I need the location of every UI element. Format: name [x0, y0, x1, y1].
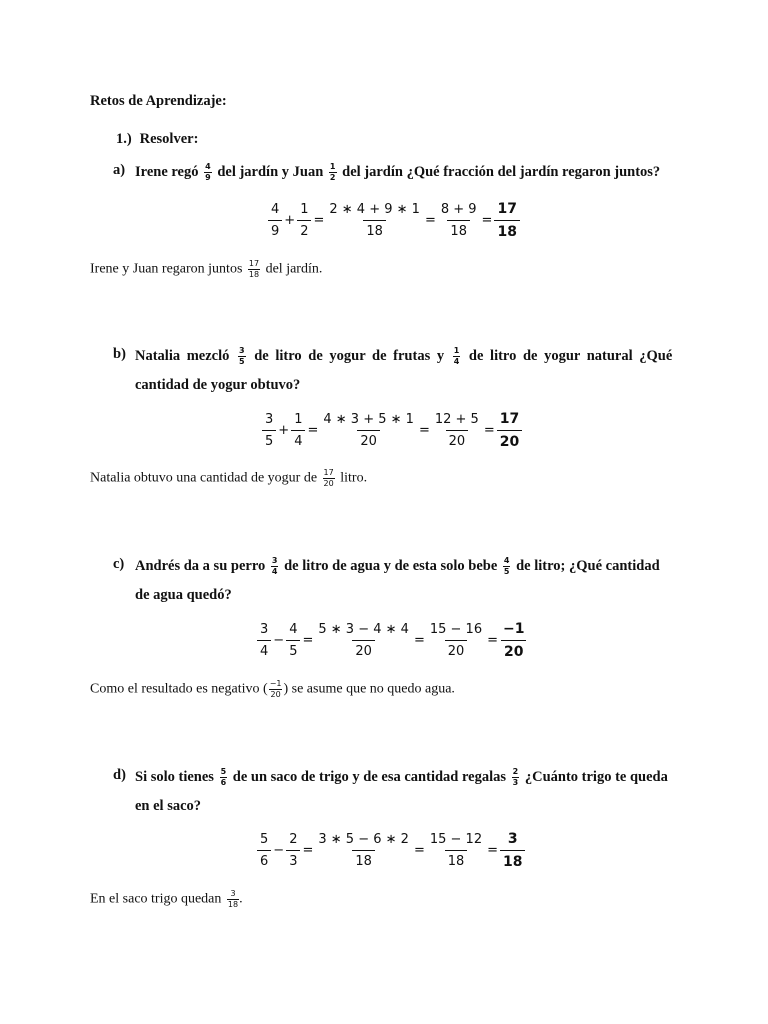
fraction-result [500, 622, 527, 659]
numerator: 2 ∗ 4 + 9 ∗ 1 [329, 202, 420, 217]
operator: − [273, 633, 285, 648]
denominator: 2 [297, 220, 311, 238]
denominator: 20 [270, 690, 281, 699]
problem-b-equation [262, 412, 522, 449]
denominator: 4 [291, 430, 305, 448]
denominator: 4 [453, 357, 460, 366]
operator: + [278, 423, 290, 438]
answer-text: Natalia obtuvo una cantidad de yogur de [90, 470, 318, 486]
inline-fraction [220, 768, 228, 787]
question-text: de litro de yogur de frutas y [254, 347, 445, 364]
denominator: 9 [268, 220, 282, 238]
question-text: del jardín ¿Qué fracción del jardín regaron juntos? [342, 163, 661, 180]
denominator: 20 [497, 430, 522, 449]
numerator: 17 [248, 259, 260, 268]
inline-fraction [323, 469, 335, 488]
question-text: de litro de agua y de esta solo bebe [284, 557, 498, 574]
denominator: 18 [500, 850, 525, 869]
numerator: 3 ∗ 5 − 6 ∗ 2 [318, 832, 409, 847]
equals-sign: = [424, 213, 436, 228]
problem-letter: a) [113, 162, 126, 178]
denominator: 5 [239, 357, 245, 366]
question-line [135, 557, 660, 576]
fraction-b [297, 203, 311, 238]
fraction-step1 [326, 203, 423, 238]
question-line [135, 163, 660, 182]
denominator: 3 [286, 850, 300, 868]
question-line [135, 768, 668, 787]
numerator: 5 [260, 832, 269, 847]
fraction-step1 [315, 833, 412, 868]
denominator: 18 [447, 220, 470, 238]
numerator: 2 [512, 767, 519, 776]
numerator: 12 + 5 [434, 412, 479, 427]
fraction-result [497, 412, 522, 449]
denominator: 18 [352, 850, 375, 868]
question-text: Natalia mezcló [135, 347, 230, 364]
denominator: 18 [248, 270, 260, 279]
fraction-step2 [432, 413, 482, 448]
problem-c-equation [257, 622, 527, 659]
question-text: ¿Cuánto trigo te queda [524, 768, 668, 785]
answer-text: ) se asume que no quedo agua. [283, 681, 455, 697]
question-text: Si solo tienes [135, 768, 214, 785]
numerator: 1 [329, 162, 336, 171]
question-text: de litro; ¿Qué cantidad [516, 557, 660, 574]
numerator: 3 [507, 831, 518, 847]
fraction-b [291, 413, 305, 448]
equals-sign: = [302, 843, 314, 858]
fraction-step1 [320, 413, 417, 448]
problem-a-answer [90, 260, 322, 279]
numerator: 8 + 9 [440, 202, 477, 217]
answer-text: Como el resultado es negativo ( [90, 681, 268, 697]
operator: − [273, 843, 285, 858]
equals-sign: = [481, 213, 493, 228]
fraction-step2 [427, 623, 485, 658]
equals-sign: = [307, 423, 319, 438]
document-title: Retos de Aprendizaje: [90, 93, 227, 109]
numerator: 3 [265, 412, 274, 427]
numerator: 3 [260, 622, 269, 637]
numerator: 3 [271, 556, 278, 565]
section-heading [116, 131, 198, 148]
answer-text: En el saco trigo quedan [90, 891, 222, 907]
denominator: 9 [205, 173, 211, 182]
inline-fraction [269, 680, 283, 699]
denominator: 18 [445, 850, 468, 868]
question-text: cantidad de yogur obtuvo? [135, 377, 301, 393]
fraction-step2 [427, 833, 485, 868]
inline-fraction [204, 163, 212, 182]
numerator: 5 [220, 767, 227, 776]
denominator: 18 [494, 220, 519, 239]
denominator: 2 [329, 173, 336, 182]
equals-sign: = [487, 843, 498, 858]
fraction-b [286, 833, 300, 868]
numerator: 4 [289, 622, 298, 637]
numerator: 4 [205, 162, 211, 171]
inline-fraction [453, 347, 461, 366]
inline-fraction [238, 347, 246, 366]
denominator: 20 [445, 640, 468, 658]
fraction-result [494, 202, 519, 239]
denominator: 20 [446, 430, 469, 448]
question-line [135, 347, 672, 366]
denominator: 4 [257, 640, 271, 658]
equals-sign: = [483, 423, 495, 438]
numerator: 15 − 16 [429, 622, 483, 637]
numerator: 1 [453, 346, 460, 355]
fraction-a [268, 203, 282, 238]
denominator: 4 [271, 567, 278, 576]
equals-sign: = [487, 633, 498, 648]
inline-fraction [512, 768, 520, 787]
numerator: 5 ∗ 3 − 4 ∗ 4 [318, 622, 409, 637]
numerator: 1 [300, 202, 309, 217]
question-text: del jardín y Juan [217, 163, 324, 180]
problem-d-equation [257, 832, 525, 869]
denominator: 20 [323, 479, 334, 488]
numerator: 4 [503, 556, 510, 565]
denominator: 5 [262, 430, 276, 448]
problem-letter: c) [113, 556, 125, 572]
inline-fraction [503, 557, 511, 576]
equals-sign: = [418, 423, 430, 438]
problem-c-answer [90, 680, 455, 699]
question-text: de litro de yogur natural ¿Qué [468, 347, 673, 364]
problem-d-answer [90, 890, 243, 909]
denominator: 18 [227, 900, 239, 909]
denominator: 20 [352, 640, 375, 658]
denominator: 20 [501, 640, 526, 659]
inline-fraction [248, 260, 260, 279]
denominator: 5 [503, 567, 510, 576]
inline-fraction [329, 163, 337, 182]
equals-sign: = [313, 213, 325, 228]
denominator: 6 [257, 850, 271, 868]
problem-letter: d) [113, 767, 126, 783]
question-text: de agua quedó? [135, 587, 232, 603]
answer-text: Irene y Juan regaron juntos [90, 261, 243, 277]
equals-sign: = [413, 633, 425, 648]
numerator: 15 − 12 [429, 832, 483, 847]
fraction-a [257, 623, 271, 658]
problem-a-equation [268, 202, 520, 239]
numerator: 4 [271, 202, 280, 217]
numerator: 17 [323, 468, 334, 477]
denominator: 20 [357, 430, 380, 448]
answer-text: del jardín. [265, 261, 323, 277]
denominator: 5 [286, 640, 300, 658]
question-text: en el saco? [135, 798, 202, 814]
operator: + [284, 213, 296, 228]
fraction-step2 [438, 203, 480, 238]
numerator: 4 ∗ 3 + 5 ∗ 1 [323, 412, 414, 427]
equals-sign: = [413, 843, 425, 858]
equals-sign: = [302, 633, 314, 648]
numerator: 2 [289, 832, 298, 847]
numerator: 1 [294, 412, 303, 427]
inline-fraction [227, 890, 239, 909]
fraction-step1 [315, 623, 412, 658]
problem-letter: b) [113, 346, 126, 362]
answer-text: litro. [340, 470, 368, 486]
denominator: 18 [363, 220, 386, 238]
numerator: 17 [499, 411, 520, 427]
denominator: 6 [220, 778, 227, 787]
numerator: 3 [230, 889, 236, 898]
section-label: Resolver: [139, 131, 199, 147]
fraction-b [286, 623, 300, 658]
numerator: 17 [497, 201, 517, 217]
inline-fraction [271, 557, 279, 576]
question-text: Andrés da a su perro [135, 557, 266, 574]
answer-text: . [239, 891, 243, 907]
numerator: 3 [239, 346, 245, 355]
question-text: de un saco de trigo y de esa cantidad regalas [232, 768, 507, 785]
denominator: 3 [512, 778, 519, 787]
section-number: 1.) [116, 131, 132, 147]
question-text: Irene regó [135, 163, 199, 180]
fraction-a [262, 413, 276, 448]
numerator: −1 [269, 679, 282, 688]
problem-b-answer [90, 469, 367, 488]
fraction-a [257, 833, 271, 868]
numerator: −1 [503, 621, 525, 637]
fraction-result [500, 832, 525, 869]
